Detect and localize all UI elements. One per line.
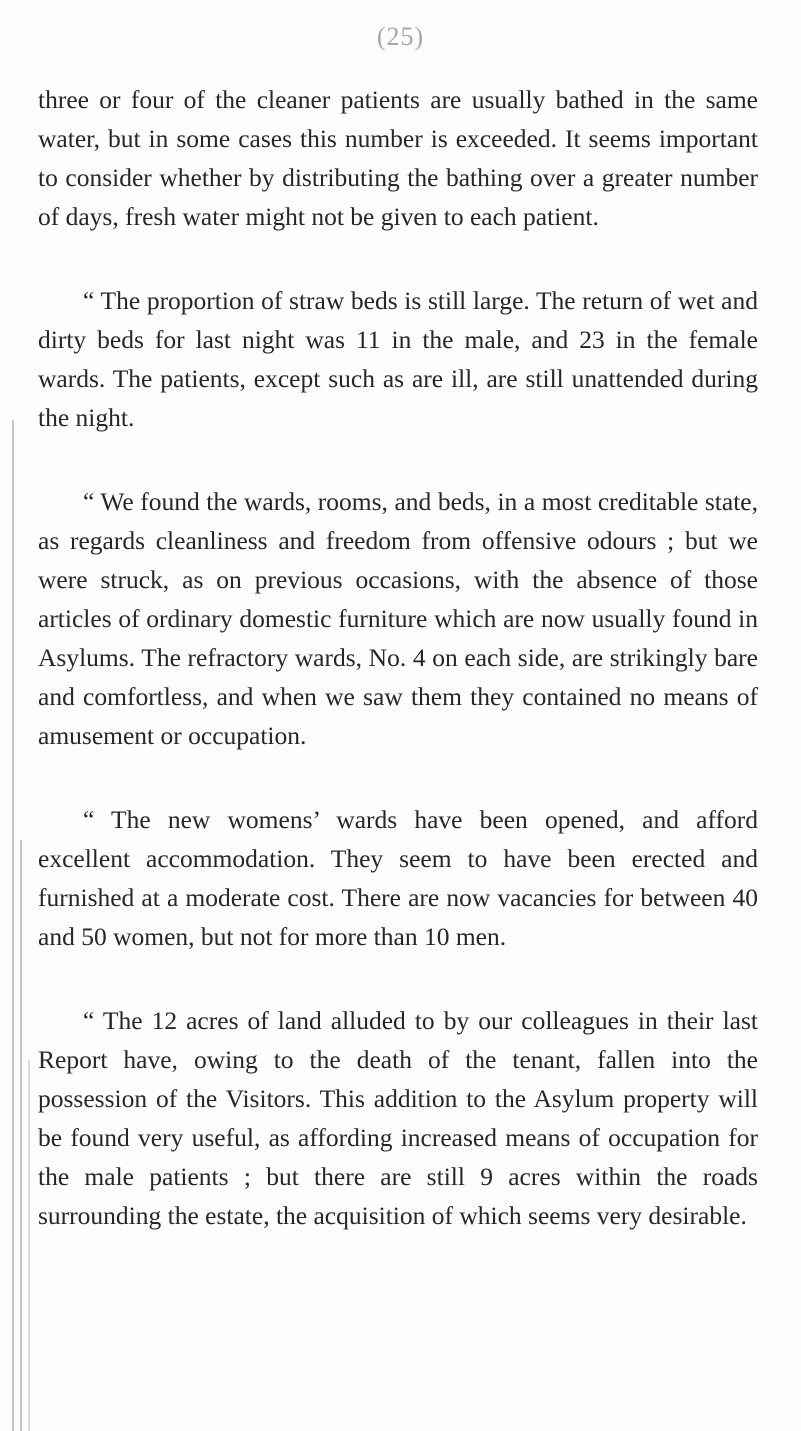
body-text <box>38 80 758 1235</box>
paragraph-4: “ The new womens’ wards have been opened, and afford excellent accommodation. They seem to have been erected and furnished at a moderate cost. There are now vacancies for between 40 and 50 women, but not for more than 10 men. <box>38 805 758 951</box>
page-number: (25) <box>376 22 425 51</box>
paragraph-3: “ We found the wards, rooms, and beds, in a most creditable state, as regards cleanliness and freedom from offensive odours ; but we were struck, as on previous occasions, with the absence of those articles of ordinary domestic furniture which are now usually found in Asylums. The refractory wards, No. 4 on each side, are strikingly bare and comfortless, and when we saw them they contained no means of amusement or occupation. <box>38 487 758 750</box>
paragraph-1: three or four of the cleaner patients are usually bathed in the same water, but in some cases this number is exceeded. It seems important to consider whether by distributing the bathing over a greater number of days, fresh water might not be given to each patient. <box>38 85 758 231</box>
binding-line <box>20 840 22 1431</box>
paragraph-2: “ The proportion of straw beds is still large. The return of wet and dirty beds for last night was 11 in the male, and 23 in the female wards. The patients, except such as are ill, are still unattended during the night. <box>38 286 758 432</box>
binding-line <box>12 420 14 1431</box>
binding-edge-shadow <box>8 420 38 1431</box>
binding-line <box>28 1060 30 1431</box>
paragraph-5: “ The 12 acres of land alluded to by our colleagues in their last Report have, owing to the death of the tenant, fallen into the possession of the Visitors. This addition to the Asylum property will be found very useful, as affording increased means of occupation for the male patients ; but there are still 9 acres within the roads surrounding the estate, the acquisition of which seems very desirable. <box>38 1006 758 1230</box>
